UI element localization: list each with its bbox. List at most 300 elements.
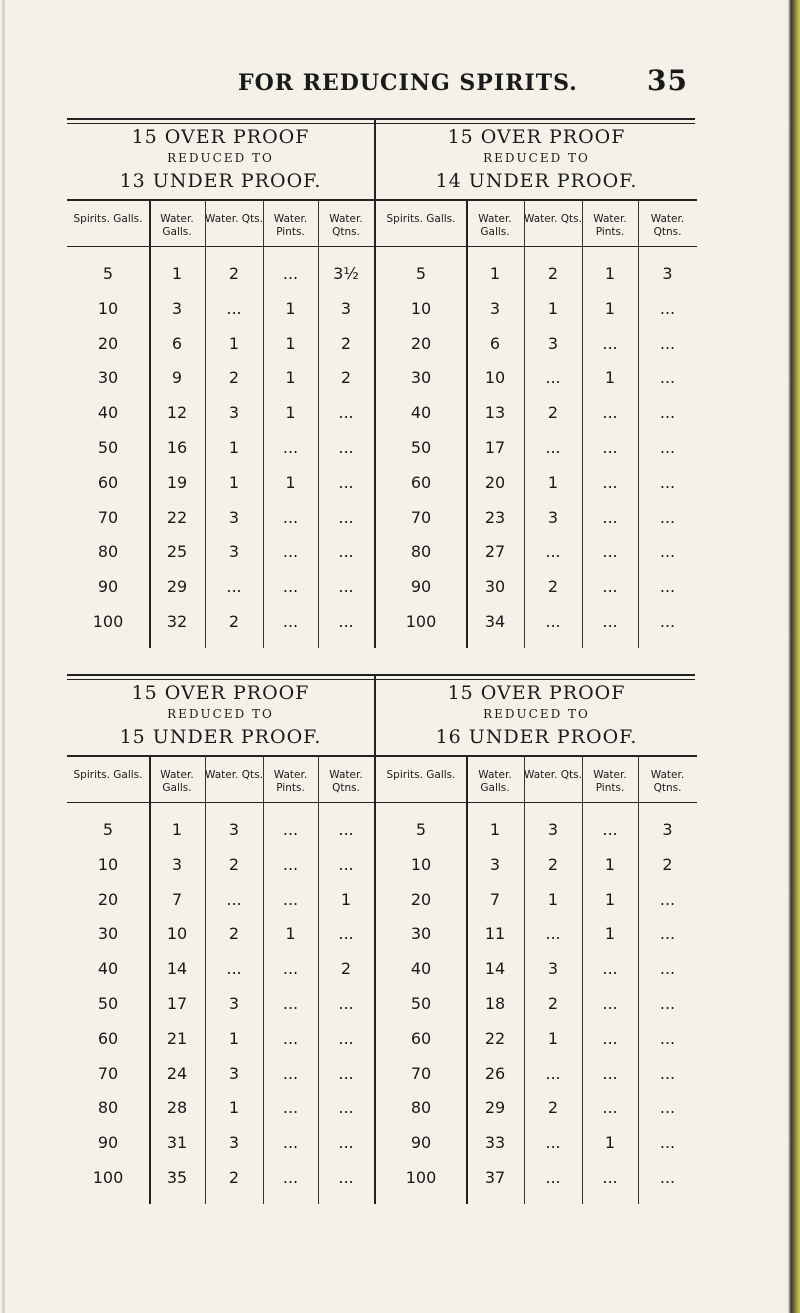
table-cell: ...: [282, 854, 299, 874]
table-cell: 22: [484, 1028, 506, 1048]
table-cell: 20: [97, 333, 119, 353]
table-cell: 20: [410, 333, 432, 353]
table-cell: ...: [602, 333, 618, 353]
table-cell: 100: [92, 612, 124, 631]
table-row: [67, 542, 374, 572]
table-cell: 1: [285, 368, 296, 388]
table-cell: 17: [484, 438, 506, 457]
table-right: [374, 118, 697, 648]
column-header: Water. Pints.: [273, 769, 308, 794]
table-row: [376, 612, 697, 642]
heading-under-proof: 15 UNDER PROOF.: [119, 726, 322, 748]
table-cell: 1: [171, 820, 183, 839]
table-cell: 90: [97, 577, 119, 597]
table-cell: 33: [484, 1133, 506, 1153]
table-cell: 2: [547, 264, 559, 283]
heading-rule: [67, 755, 374, 757]
table-cell: ...: [282, 1028, 299, 1048]
table-cell: 20: [484, 472, 506, 492]
table-cell: 40: [410, 959, 432, 979]
heading-over-proof: 15 OVER PROOF: [131, 682, 310, 704]
table-cell: 60: [97, 1028, 119, 1048]
table-cell: ...: [338, 854, 354, 874]
table-cell: ...: [659, 577, 676, 597]
table-cell: 70: [97, 507, 119, 527]
table-cell: 22: [166, 507, 188, 527]
table-cell: ...: [338, 924, 354, 944]
column-header-rule: [376, 246, 697, 247]
table-cell: 3: [171, 854, 183, 874]
table-cell: ...: [282, 612, 299, 631]
column-header: Water. Qts.: [205, 769, 263, 781]
table-cell: ...: [338, 1098, 354, 1118]
table-row: [67, 1133, 374, 1163]
table-cell: ...: [602, 1063, 618, 1083]
table-cell: 1: [604, 298, 616, 318]
table-cell: ...: [338, 542, 354, 562]
column-header: Water. Pints.: [273, 213, 308, 238]
table-cell: ...: [282, 1168, 299, 1187]
table-cell: 14: [166, 959, 188, 979]
table-cell: 1: [547, 298, 559, 318]
table-cell: ...: [602, 1098, 618, 1118]
column-header: Water. Qtns.: [650, 213, 685, 238]
table-cell: 80: [97, 1098, 119, 1118]
heading-over-proof: 15 OVER PROOF: [447, 682, 626, 704]
table-cell: 30: [410, 924, 432, 944]
column-header: Water. Qts.: [524, 769, 582, 781]
table-cell: 1: [228, 333, 240, 353]
table-cell: 40: [97, 959, 119, 979]
table-row: [376, 1064, 697, 1094]
heading-rule: [376, 755, 697, 757]
table-row: [67, 1168, 374, 1198]
table-cell: 23: [484, 507, 506, 527]
column-header-rule: [376, 802, 697, 803]
table-cell: ...: [338, 1168, 354, 1187]
table-row: [376, 1098, 697, 1128]
table-cell: 20: [410, 889, 432, 909]
table-cell: ...: [659, 298, 676, 318]
column-header: Spirits. Galls.: [73, 769, 143, 781]
table-cell: 3: [171, 298, 183, 318]
table-cell: ...: [226, 577, 242, 597]
table-cell: ...: [602, 577, 618, 597]
table-cell: 100: [405, 612, 437, 631]
table-row: [67, 368, 374, 398]
table-cell: 80: [97, 542, 119, 562]
table-row: [67, 264, 374, 294]
table-row: [376, 508, 697, 538]
table-cell: ...: [602, 1028, 618, 1048]
table-cell: ...: [659, 994, 676, 1013]
table-cell: 10: [484, 368, 506, 388]
table-cell: ...: [338, 1028, 354, 1048]
table-row: [67, 959, 374, 989]
heading-reduced-to: REDUCED TO: [167, 151, 274, 165]
heading-over-proof: 15 OVER PROOF: [447, 126, 626, 148]
table-row: [376, 1029, 697, 1059]
table-cell: ...: [659, 1028, 676, 1048]
table-cell: ...: [659, 542, 676, 562]
table-cell: ...: [282, 820, 299, 839]
heading-reduced-to: REDUCED TO: [167, 707, 274, 721]
table-cell: ...: [659, 472, 676, 492]
table-cell: 3: [228, 820, 240, 839]
heading-reduced-to: REDUCED TO: [483, 151, 590, 165]
table-cell: 80: [410, 542, 432, 562]
table-cell: 2: [228, 854, 240, 874]
table-cell: 1: [228, 1028, 240, 1048]
table-cell: 30: [484, 577, 506, 597]
table-cell: 2: [547, 403, 559, 423]
table-row: [67, 1029, 374, 1059]
table-cell: 7: [171, 889, 183, 909]
table-row: [376, 403, 697, 433]
table-row: [376, 473, 697, 503]
column-header: Spirits. Galls.: [386, 213, 456, 225]
table-cell: 26: [484, 1063, 506, 1083]
table-cell: 10: [97, 298, 119, 318]
table-cell: ...: [545, 542, 561, 562]
table-cell: 40: [97, 403, 119, 423]
table-cell: 5: [102, 264, 114, 283]
table-cell: ...: [659, 1063, 676, 1083]
table-cell: 50: [97, 994, 119, 1013]
table-block: [67, 118, 695, 648]
table-cell: 1: [547, 889, 559, 909]
table-row: [67, 890, 374, 920]
table-cell: ...: [602, 403, 618, 423]
table-right: [374, 674, 697, 1204]
table-cell: 2: [340, 368, 352, 388]
table-cell: 2: [228, 924, 240, 944]
table-cell: 1: [285, 472, 296, 492]
table-cell: ...: [282, 438, 299, 457]
table-cell: 3: [340, 298, 352, 318]
table-cell: 70: [410, 1063, 432, 1083]
table-cell: 3: [547, 959, 559, 979]
table-row: [376, 820, 697, 850]
table-cell: ...: [338, 994, 354, 1013]
table-cell: 3: [228, 403, 240, 423]
table-cell: 2: [662, 854, 673, 874]
table-row: [67, 473, 374, 503]
column-header: Water. Galls.: [160, 213, 194, 238]
table-row: [376, 994, 697, 1024]
table-cell: 2: [340, 333, 352, 353]
table-cell: ...: [545, 612, 561, 631]
table-row: [376, 1168, 697, 1198]
table-cell: 5: [415, 820, 427, 839]
table-cell: ...: [545, 1133, 561, 1153]
table-cell: 21: [166, 1028, 188, 1048]
column-header: Water. Galls.: [478, 213, 512, 238]
table-cell: ...: [282, 1098, 299, 1118]
table-cell: ...: [282, 264, 299, 283]
table-row: [67, 994, 374, 1024]
table-cell: 3: [547, 820, 559, 839]
table-cell: 2: [340, 959, 352, 979]
column-header-rule: [67, 802, 374, 803]
table-row: [376, 855, 697, 885]
table-cell: 16: [166, 438, 188, 457]
table-cell: 1: [489, 820, 501, 839]
table-cell: ...: [338, 438, 354, 457]
table-row: [376, 1133, 697, 1163]
table-row: [376, 577, 697, 607]
heading-rule: [67, 199, 374, 201]
table-cell: 90: [410, 577, 432, 597]
heading-reduced-to: REDUCED TO: [483, 707, 590, 721]
table-cell: ...: [226, 298, 242, 318]
table-row: [376, 890, 697, 920]
table-left: [67, 118, 374, 648]
table-cell: 1: [228, 438, 240, 457]
table-cell: ...: [282, 959, 299, 979]
column-header: Water. Galls.: [478, 769, 512, 794]
table-cell: ...: [338, 820, 354, 839]
table-cell: 3: [662, 820, 673, 839]
table-cell: ...: [602, 438, 618, 457]
table-row: [67, 438, 374, 468]
table-cell: ...: [282, 1133, 299, 1153]
table-cell: 60: [410, 1028, 432, 1048]
table-cell: 5: [415, 264, 427, 283]
table-cell: 1: [604, 368, 616, 388]
table-cell: 30: [97, 368, 119, 388]
table-cell: ...: [659, 1168, 676, 1187]
column-header: Water. Qts.: [524, 213, 582, 225]
table-cell: ...: [338, 612, 354, 631]
table-cell: 3½: [333, 264, 359, 283]
table-cell: ...: [338, 472, 354, 492]
table-cell: 1: [604, 889, 616, 909]
table-cell: 1: [489, 264, 501, 283]
table-cell: 9: [171, 368, 183, 388]
table-row: [67, 403, 374, 433]
table-cell: ...: [338, 1133, 354, 1153]
table-cell: ...: [226, 959, 242, 979]
table-cell: 30: [97, 924, 119, 944]
table-cell: 2: [228, 264, 240, 283]
table-cell: 100: [92, 1168, 124, 1187]
table-cell: ...: [659, 368, 676, 388]
table-row: [67, 1064, 374, 1094]
table-cell: 6: [171, 333, 183, 353]
table-cell: ...: [282, 507, 299, 527]
table-cell: ...: [659, 1098, 676, 1118]
table-row: [67, 820, 374, 850]
table-cell: 1: [547, 472, 559, 492]
table-cell: 3: [228, 542, 240, 562]
heading-under-proof: 14 UNDER PROOF.: [435, 170, 638, 192]
heading-under-proof: 16 UNDER PROOF.: [435, 726, 638, 748]
table-cell: 35: [166, 1168, 188, 1187]
table-cell: 6: [489, 333, 501, 353]
table-cell: 29: [484, 1098, 506, 1118]
table-cell: 14: [484, 959, 506, 979]
table-cell: 1: [340, 889, 352, 909]
table-cell: 1: [228, 472, 240, 492]
table-cell: 13: [484, 403, 506, 423]
column-header: Spirits. Galls.: [386, 769, 456, 781]
table-cell: 12: [166, 403, 188, 423]
column-header: Water. Qtns.: [650, 769, 685, 794]
table-cell: 3: [489, 298, 501, 318]
table-cell: 10: [410, 298, 432, 318]
table-cell: 1: [604, 924, 616, 944]
table-cell: ...: [602, 472, 618, 492]
table-cell: ...: [338, 1063, 354, 1083]
table-cell: 37: [484, 1168, 506, 1187]
table-cell: 2: [228, 368, 240, 388]
table-cell: 3: [228, 1063, 240, 1083]
table-cell: ...: [602, 994, 618, 1013]
page-left-edge: [2, 0, 5, 1313]
table-cell: 2: [547, 577, 559, 597]
table-cell: 60: [97, 472, 119, 492]
table-cell: ...: [602, 507, 618, 527]
table-row: [67, 577, 374, 607]
table-cell: 1: [285, 924, 296, 944]
column-header: Water. Qtns.: [329, 213, 363, 238]
table-cell: 80: [410, 1098, 432, 1118]
table-row: [376, 334, 697, 364]
table-cell: 10: [97, 854, 119, 874]
table-cell: ...: [659, 1133, 676, 1153]
table-cell: 2: [547, 994, 559, 1013]
table-cell: 19: [166, 472, 188, 492]
table-row: [67, 334, 374, 364]
table-cell: 11: [484, 924, 506, 944]
table-cell: ...: [545, 438, 561, 457]
table-cell: 100: [405, 1168, 437, 1187]
table-cell: 3: [228, 507, 240, 527]
table-cell: 32: [166, 612, 188, 631]
table-row: [67, 299, 374, 329]
table-row: [67, 924, 374, 954]
table-row: [67, 855, 374, 885]
table-cell: 29: [166, 577, 188, 597]
heading-over-proof: 15 OVER PROOF: [131, 126, 310, 148]
column-header: Spirits. Galls.: [73, 213, 143, 225]
table-cell: ...: [226, 889, 242, 909]
table-cell: 50: [97, 438, 119, 457]
table-cell: 3: [228, 1133, 240, 1153]
table-row: [376, 924, 697, 954]
table-cell: ...: [338, 507, 354, 527]
table-cell: 1: [285, 298, 296, 318]
column-header: Water. Qts.: [205, 213, 263, 225]
table-cell: ...: [282, 994, 299, 1013]
column-header-rule: [67, 246, 374, 247]
table-cell: ...: [602, 959, 618, 979]
table-cell: 31: [166, 1133, 188, 1153]
table-cell: ...: [602, 1168, 618, 1187]
column-header: Water. Galls.: [160, 769, 194, 794]
table-cell: 2: [547, 1098, 559, 1118]
table-cell: ...: [659, 959, 676, 979]
table-block: [67, 674, 695, 1204]
table-cell: 1: [171, 264, 183, 283]
table-cell: 20: [97, 889, 119, 909]
table-cell: 1: [604, 854, 616, 874]
table-cell: 2: [547, 854, 559, 874]
column-header: Water. Pints.: [593, 213, 627, 238]
table-cell: ...: [545, 1063, 561, 1083]
table-cell: 10: [410, 854, 432, 874]
table-row: [376, 299, 697, 329]
table-cell: ...: [602, 612, 618, 631]
table-cell: 1: [547, 1028, 559, 1048]
table-row: [376, 264, 697, 294]
book-spine-edge: [788, 0, 800, 1313]
table-cell: 3: [547, 507, 559, 527]
table-cell: 3: [662, 264, 673, 283]
table-cell: ...: [282, 542, 299, 562]
table-cell: 70: [410, 507, 432, 527]
table-cell: ...: [659, 333, 676, 353]
table-cell: 1: [604, 1133, 616, 1153]
table-cell: 28: [166, 1098, 188, 1118]
table-cell: ...: [282, 1063, 299, 1083]
table-cell: ...: [545, 924, 561, 944]
table-cell: 18: [484, 994, 506, 1013]
table-cell: 50: [410, 994, 432, 1013]
table-cell: 17: [166, 994, 188, 1013]
table-cell: 2: [228, 612, 240, 631]
table-cell: 60: [410, 472, 432, 492]
table-cell: ...: [545, 368, 561, 388]
table-cell: ...: [659, 507, 676, 527]
table-cell: 50: [410, 438, 432, 457]
table-cell: ...: [282, 577, 299, 597]
column-header: Water. Pints.: [593, 769, 627, 794]
table-row: [67, 1098, 374, 1128]
table-cell: ...: [659, 612, 676, 631]
table-cell: 7: [489, 889, 501, 909]
table-row: [376, 542, 697, 572]
table-cell: 1: [604, 264, 616, 283]
heading-under-proof: 13 UNDER PROOF.: [119, 170, 322, 192]
table-cell: 90: [97, 1133, 119, 1153]
table-row: [67, 508, 374, 538]
table-cell: 40: [410, 403, 432, 423]
table-cell: ...: [338, 403, 354, 423]
table-cell: ...: [602, 542, 618, 562]
table-cell: 27: [484, 542, 506, 562]
table-cell: 1: [228, 1098, 240, 1118]
table-cell: 70: [97, 1063, 119, 1083]
table-cell: ...: [545, 1168, 561, 1187]
table-cell: ...: [338, 577, 354, 597]
table-cell: ...: [282, 889, 299, 909]
table-cell: 2: [228, 1168, 240, 1187]
table-cell: 24: [166, 1063, 188, 1083]
table-row: [376, 368, 697, 398]
table-cell: ...: [659, 438, 676, 457]
table-cell: 5: [102, 820, 114, 839]
table-cell: 1: [285, 403, 296, 423]
table-cell: ...: [602, 820, 618, 839]
table-cell: ...: [659, 889, 676, 909]
page-number: 35: [647, 64, 688, 97]
table-row: [376, 438, 697, 468]
table-cell: 30: [410, 368, 432, 388]
table-cell: 3: [228, 994, 240, 1013]
running-title: FOR REDUCING SPIRITS.: [238, 70, 578, 96]
